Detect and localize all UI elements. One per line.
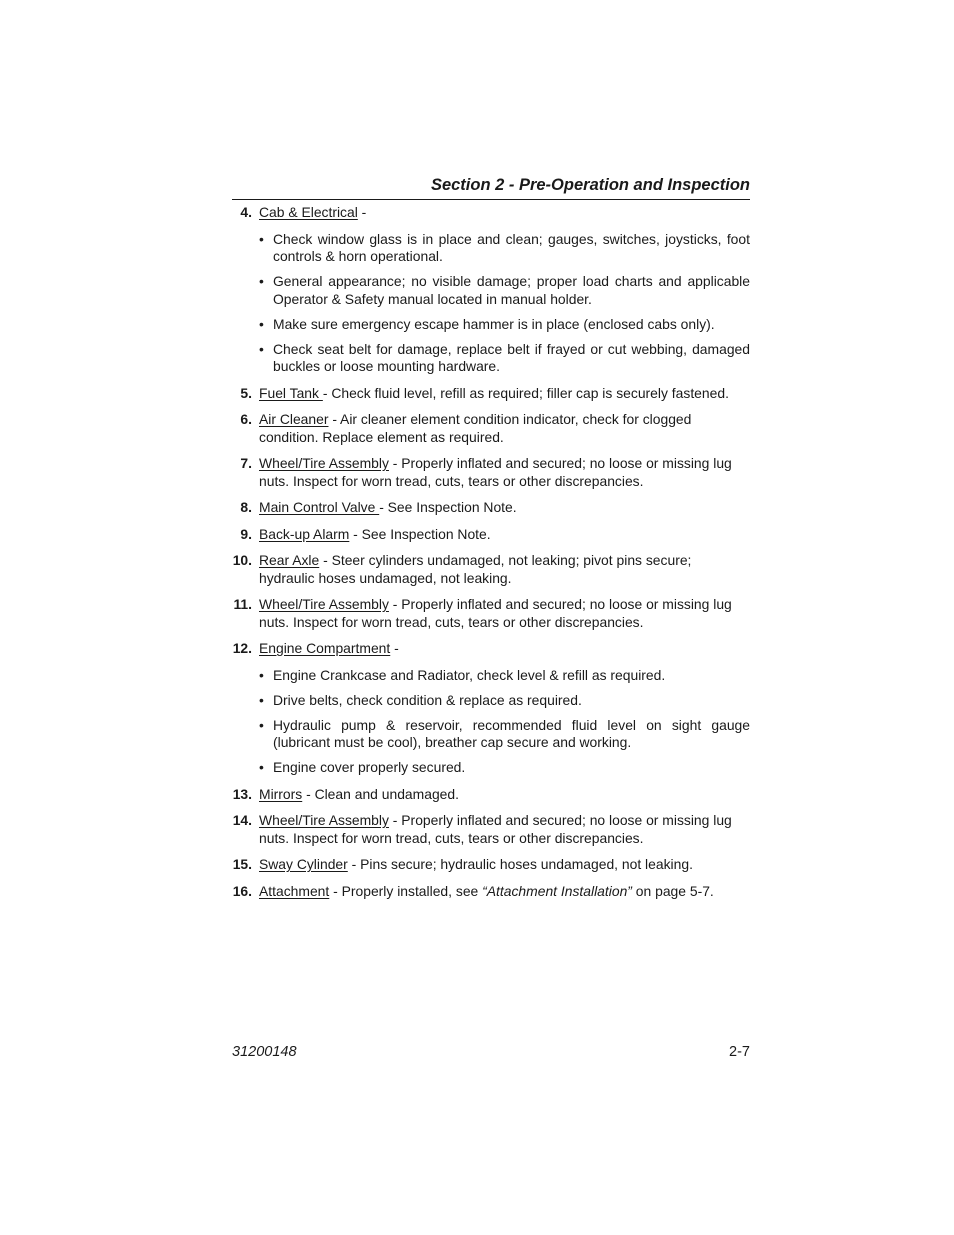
item-title: Wheel/Tire Assembly xyxy=(259,596,389,612)
item-text: - Clean and undamaged. xyxy=(302,785,459,802)
list-item xyxy=(232,499,750,517)
item-number: 11. xyxy=(233,596,252,612)
item-text: - Properly installed, see xyxy=(329,882,483,899)
page-number: 2-7 xyxy=(729,1044,750,1060)
item-text: - Air cleaner element condition indicator, check for clogged condition. Replace element as required. xyxy=(259,411,692,445)
item-number: 5. xyxy=(240,384,252,401)
item-text: - xyxy=(390,640,399,656)
item-text: - See Inspection Note. xyxy=(379,499,517,515)
bullet-item: • General appearance; no visible damage; proper load charts and applicable Operator & Safety manual located in manual holder. xyxy=(259,273,750,308)
item-number: 14. xyxy=(232,812,252,828)
bullet-list xyxy=(259,231,750,376)
bullet-item: • Engine Crankcase and Radiator, check level & refill as required. xyxy=(259,667,750,685)
document-number: 31200148 xyxy=(232,1044,297,1060)
section-title: Section 2 - Pre-Operation and Inspection xyxy=(232,176,750,200)
item-title: Attachment xyxy=(259,882,330,899)
list-item xyxy=(232,812,750,847)
item-number: 10. xyxy=(232,552,252,568)
list-item xyxy=(232,552,750,587)
item-number: 7. xyxy=(240,455,252,471)
list-item xyxy=(232,411,750,446)
item-number: 9. xyxy=(240,525,252,542)
item-text-after: on page 5-7. xyxy=(631,882,714,899)
page-body xyxy=(232,176,750,900)
bullet-item: • Engine cover properly secured. xyxy=(259,759,750,777)
item-title: Main Control Valve xyxy=(259,499,380,515)
item-text: - Properly inflated and secured; no loose or missing lug nuts. Inspect for worn tread, cuts, tears or other discrepancies. xyxy=(259,812,732,846)
list-item xyxy=(232,526,750,544)
list-item xyxy=(232,856,750,874)
item-title: Wheel/Tire Assembly xyxy=(259,455,389,471)
item-number: 4. xyxy=(240,204,252,220)
item-number: 16. xyxy=(232,882,252,899)
bullet-item: • Hydraulic pump & reservoir, recommended fluid level on sight gauge (lubricant must be cool), breather cap secure and working. xyxy=(259,717,750,752)
item-text: - Check fluid level, refill as required; filler cap is securely fastened. xyxy=(322,384,729,401)
item-title: Fuel Tank xyxy=(259,384,323,401)
list-item xyxy=(232,204,750,376)
item-number: 8. xyxy=(240,499,252,515)
item-text: - Pins secure; hydraulic hoses undamaged, not leaking. xyxy=(347,856,693,872)
item-text: - See Inspection Note. xyxy=(349,525,491,542)
bullet-item: • Check window glass is in place and clean; gauges, switches, joysticks, foot controls & horn operational. xyxy=(259,231,750,266)
item-title: Mirrors xyxy=(259,785,303,802)
item-title: Back-up Alarm xyxy=(259,525,350,542)
inspection-list xyxy=(232,204,750,900)
item-title: Rear Axle xyxy=(259,552,320,568)
item-number: 15. xyxy=(232,856,252,872)
list-item xyxy=(232,883,750,901)
list-item xyxy=(232,455,750,490)
item-title: Engine Compartment xyxy=(259,640,391,656)
item-text: - Properly inflated and secured; no loose or missing lug nuts. Inspect for worn tread, cuts, tears or other discrepancies. xyxy=(259,596,732,630)
cross-reference: “Attachment Installation” xyxy=(482,882,632,899)
item-title: Wheel/Tire Assembly xyxy=(259,812,389,828)
list-item xyxy=(232,385,750,403)
bullet-item: • Check seat belt for damage, replace belt if frayed or cut webbing, damaged buckles or loose mounting hardware. xyxy=(259,341,750,376)
item-title: Cab & Electrical xyxy=(259,204,358,220)
item-text: - Properly inflated and secured; no loose or missing lug nuts. Inspect for worn tread, cuts, tears or other discrepancies. xyxy=(259,455,732,489)
item-number: 6. xyxy=(240,411,252,427)
bullet-item: • Make sure emergency escape hammer is in place (enclosed cabs only). xyxy=(259,316,750,334)
item-title: Air Cleaner xyxy=(259,411,329,427)
item-text: - xyxy=(357,204,367,220)
list-item xyxy=(232,786,750,804)
item-text: - Steer cylinders undamaged, not leaking; pivot pins secure; hydraulic hoses undamaged, not leaking. xyxy=(259,552,692,586)
bullet-item: • Drive belts, check condition & replace as required. xyxy=(259,692,750,710)
item-number: 13. xyxy=(232,785,252,802)
item-number: 12. xyxy=(232,640,252,656)
bullet-list xyxy=(259,667,750,777)
list-item xyxy=(232,596,750,631)
list-item xyxy=(232,640,750,777)
item-title: Sway Cylinder xyxy=(259,856,348,872)
